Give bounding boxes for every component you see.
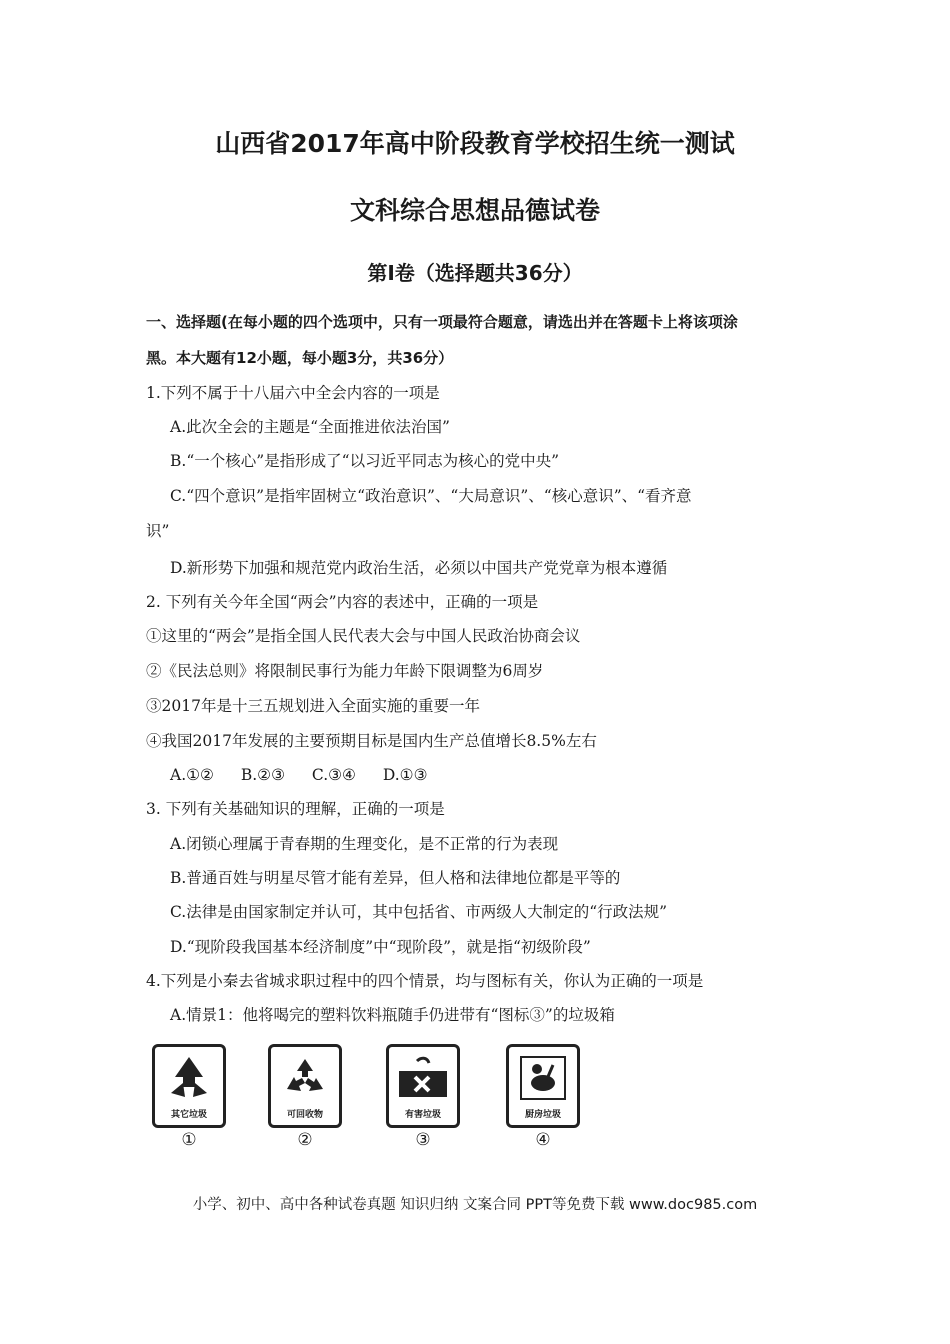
waste-sign-1 bbox=[152, 1044, 232, 1150]
question-1-stem: 1.下列不属于十八届六中全会内容的一项是 bbox=[146, 384, 440, 402]
question-3-stem: 3. 下列有关基础知识的理解，正确的一项是 bbox=[146, 800, 445, 818]
waste-icons-row bbox=[150, 1044, 590, 1156]
question-2-option-b: B.②③ bbox=[240, 766, 285, 784]
instructions-line-2: 黑。本大题有12小题，每小题3分，共36分） bbox=[146, 349, 454, 367]
waste-sign-number: ② bbox=[297, 1130, 313, 1150]
other-waste-icon bbox=[163, 1053, 215, 1105]
waste-sign-label: 其它垃圾 bbox=[170, 1110, 207, 1120]
question-1-option-d: D.新形势下加强和规范党内政治生活，必须以中国共产党党章为根本遵循 bbox=[170, 559, 668, 577]
question-1-option-b: B.“一个核心”是指形成了“以习近平同志为核心的党中央” bbox=[170, 452, 560, 470]
question-2-options bbox=[170, 764, 449, 786]
question-4-option-a: A.情景1：他将喝完的塑料饮料瓶随手仍进带有“图标③”的垃圾箱 bbox=[170, 1006, 615, 1024]
waste-sign-label: 可回收物 bbox=[286, 1110, 323, 1120]
kitchen-waste-icon bbox=[517, 1053, 569, 1105]
waste-sign-label: 有害垃圾 bbox=[404, 1110, 441, 1120]
page-title: 山西省2017年高中阶段教育学校招生统一测试 bbox=[215, 129, 735, 158]
question-2-option-c: C.③④ bbox=[311, 766, 356, 784]
instructions-line-1: 一、选择题(在每小题的四个选项中，只有一项最符合题意，请选出并在答题卡上将该项涂 bbox=[146, 313, 738, 331]
waste-sign-label: 厨房垃圾 bbox=[524, 1110, 561, 1120]
waste-sign-4 bbox=[506, 1044, 586, 1150]
section-title: 第Ⅰ卷（选择题共36分） bbox=[367, 261, 583, 285]
question-1-option-c: C.“四个意识”是指牢固树立“政治意识”、“大局意识”、“核心意识”、“看齐意 bbox=[170, 487, 692, 505]
question-3-option-a: A.闭锁心理属于青春期的生理变化，是不正常的行为表现 bbox=[170, 835, 559, 853]
question-2-option-d: D.①③ bbox=[382, 766, 428, 784]
question-1-option-a: A.此次全会的主题是“全面推进依法治国” bbox=[170, 418, 450, 436]
page-subtitle: 文科综合思想品德试卷 bbox=[349, 196, 600, 225]
waste-sign-number: ① bbox=[181, 1130, 197, 1150]
question-4-stem: 4.下列是小秦去省城求职过程中的四个情景，均与图标有关，你认为正确的一项是 bbox=[146, 972, 704, 990]
question-1-option-c-cont: 识” bbox=[146, 522, 170, 540]
question-3-option-c: C.法律是由国家制定并认可，其中包括省、市两级人大制定的“行政法规” bbox=[170, 903, 668, 921]
question-2-statement-1: ①这里的“两会”是指全国人民代表大会与中国人民政治协商会议 bbox=[146, 627, 581, 645]
waste-sign-2 bbox=[268, 1044, 348, 1150]
hazardous-waste-icon bbox=[397, 1053, 449, 1105]
waste-sign-3 bbox=[386, 1044, 466, 1150]
waste-sign-number: ③ bbox=[415, 1130, 431, 1150]
question-3-option-b: B.普通百姓与明星尽管才能有差异，但人格和法律地位都是平等的 bbox=[170, 869, 621, 887]
question-2-statement-2: ②《民法总则》将限制民事行为能力年龄下限调整为6周岁 bbox=[146, 662, 544, 680]
page-footer: 小学、初中、高中各种试卷真题 知识归纳 文案合同 PPT等免费下载 www.doc985.com bbox=[192, 1197, 758, 1213]
question-3-option-d: D.“现阶段我国基本经济制度”中“现阶段”，就是指“初级阶段” bbox=[170, 938, 591, 956]
question-2-stem: 2. 下列有关今年全国“两会”内容的表述中，正确的一项是 bbox=[146, 593, 539, 611]
question-2-option-a: A.①② bbox=[170, 766, 214, 784]
question-2-statement-4: ④我国2017年发展的主要预期目标是国内生产总值增长8.5%左右 bbox=[146, 732, 597, 750]
question-2-statement-3: ③2017年是十三五规划进入全面实施的重要一年 bbox=[146, 697, 480, 715]
waste-sign-number: ④ bbox=[535, 1130, 551, 1150]
recycle-icon bbox=[279, 1053, 331, 1105]
